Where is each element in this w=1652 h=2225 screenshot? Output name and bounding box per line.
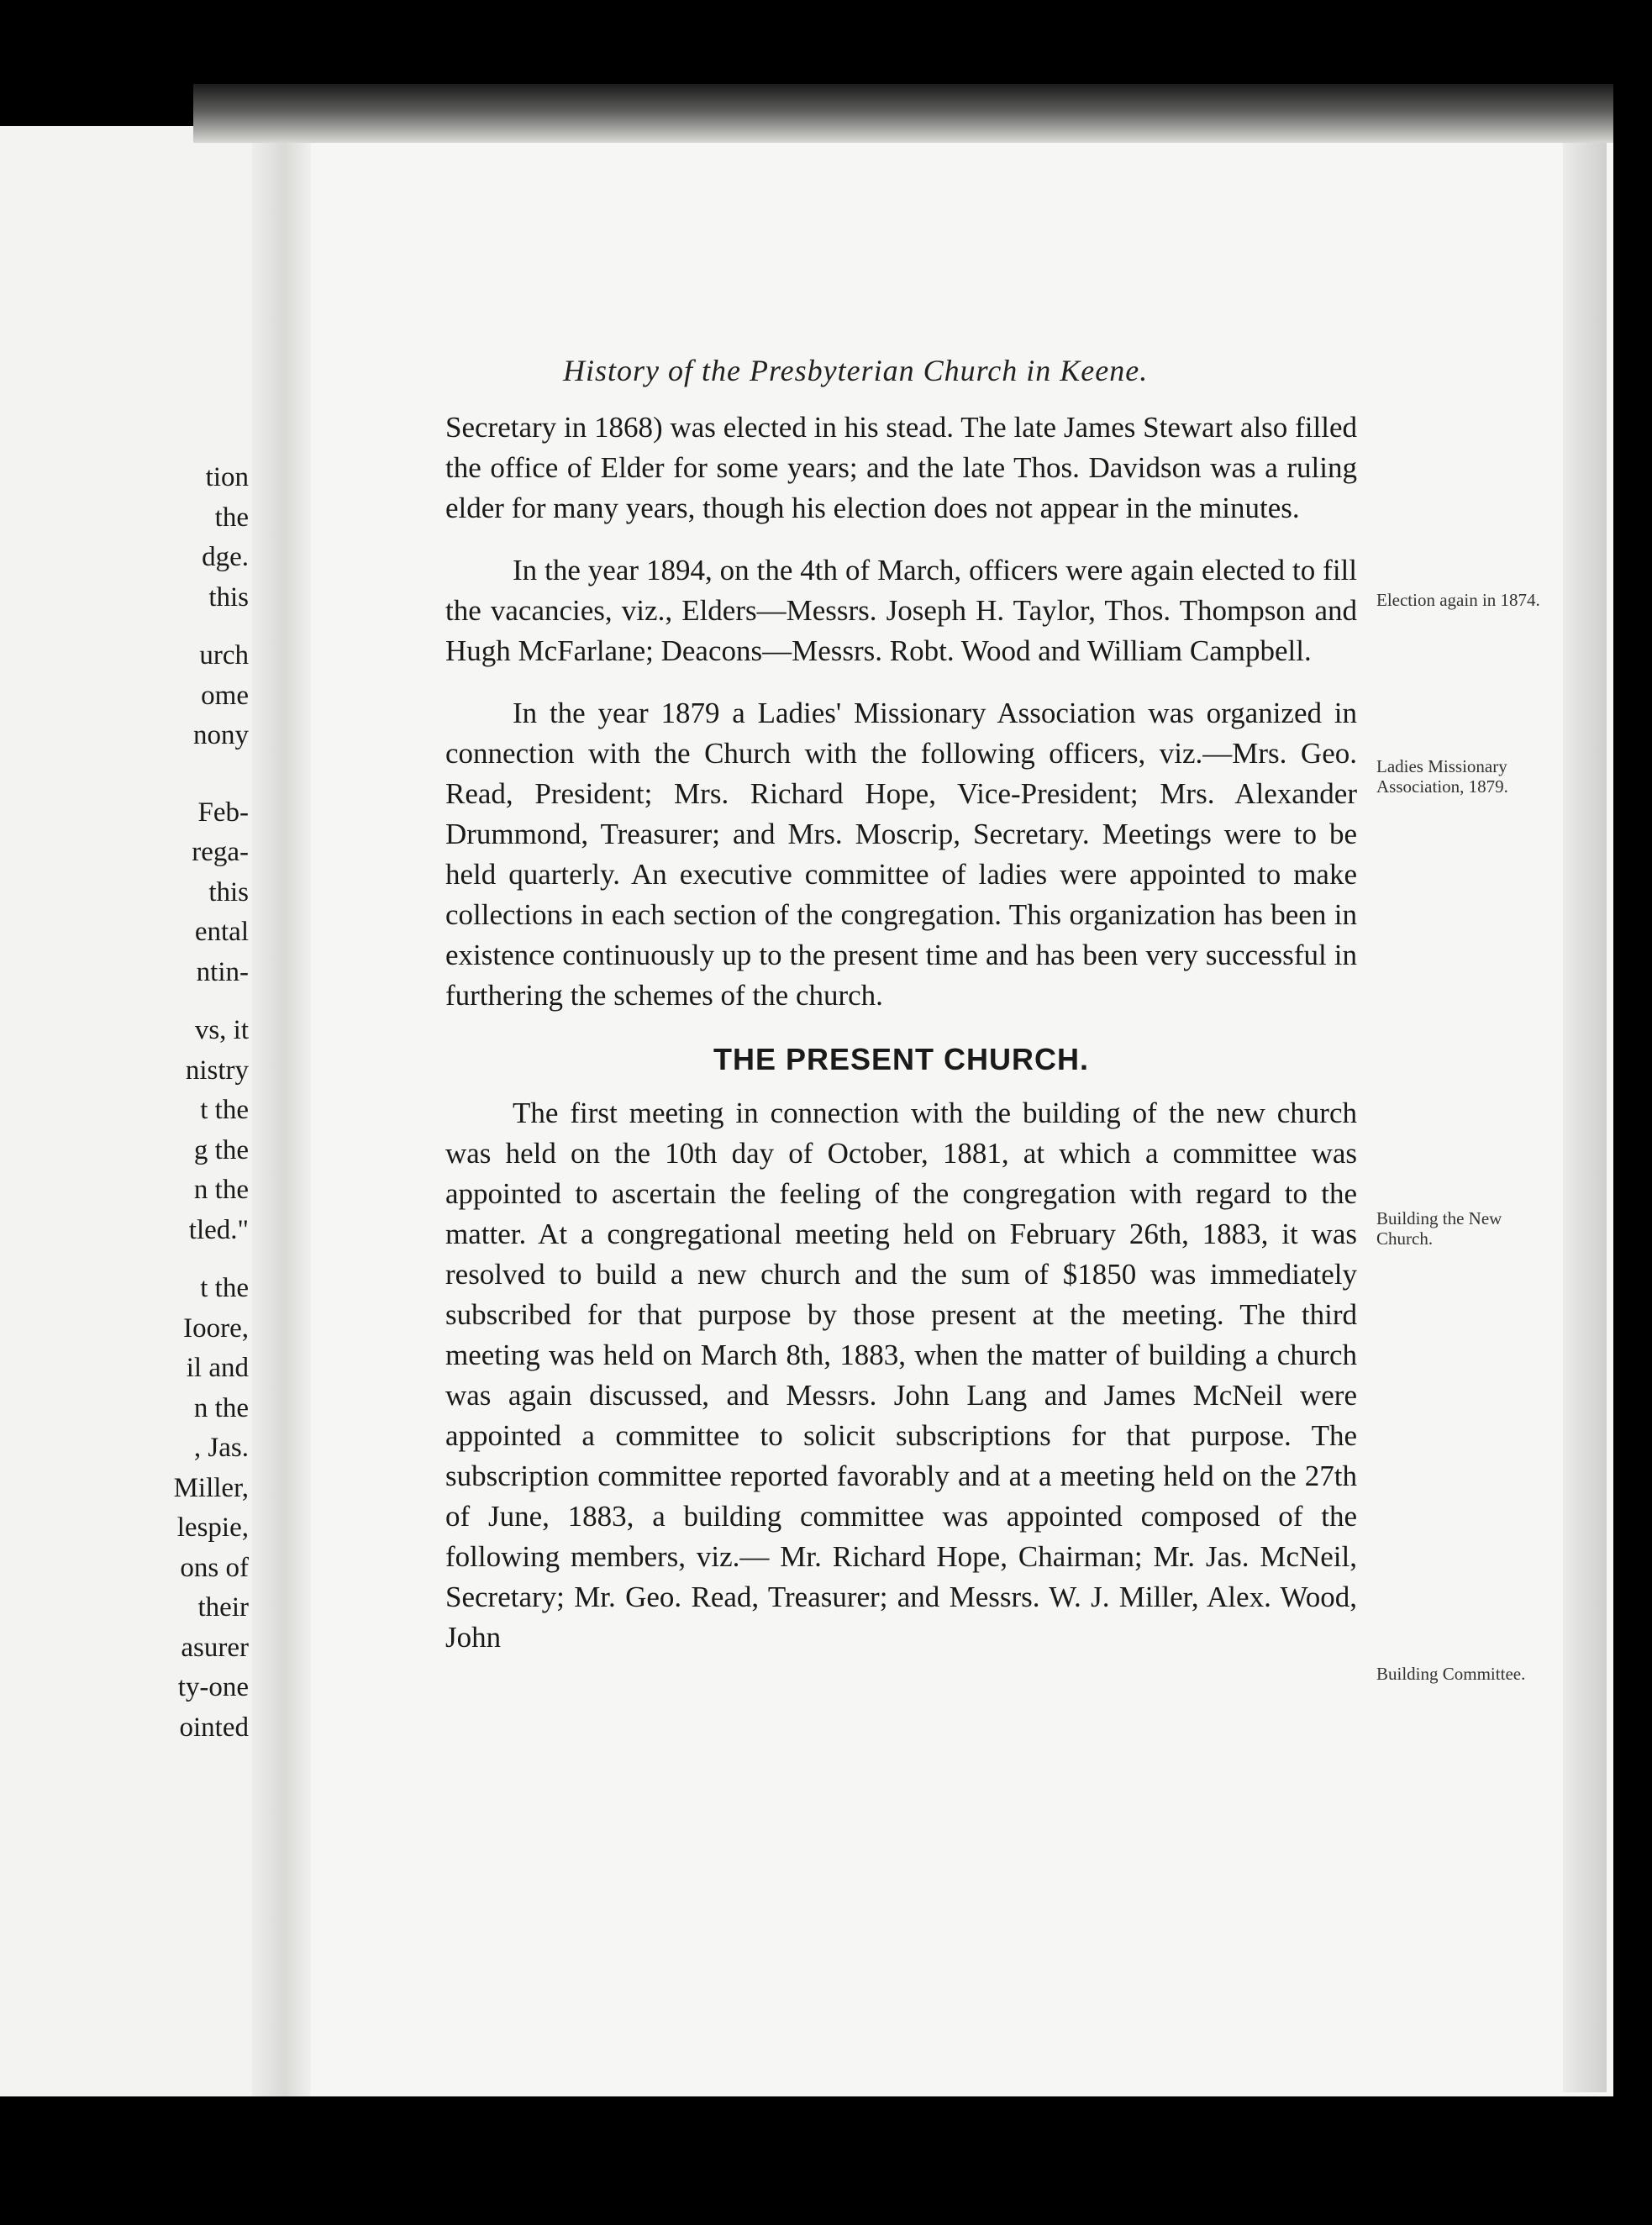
left-page-line: ental: [194, 917, 249, 947]
scan-top-shadow: [193, 84, 1613, 143]
left-page-line: dge.: [202, 542, 249, 572]
left-page-line: ons of: [180, 1552, 249, 1583]
left-page-line: g the: [193, 1134, 249, 1165]
paragraph-present-church: The first meeting in connection with the building of the new church was held on the 10th day of October, 1881, at which a committee was appointed to ascertain the feeling of the congregation with regard to the matter. At a congregational meeting held on February 26th, 1883, it was resolved to build a new church and the sum of $1850 was immediately subscribed for that purpose by those present at the meeting. The third meeting was held on March 8th, 1883, when the matter of building a church was again discussed, and Messrs. John Lang and James McNeil were appointed a committee to solicit subscriptions for that purpose. The subscription committee reported favorably and at a meeting held on the 27th of June, 1883, a building committee was appointed composed of the following members, viz.— Mr. Richard Hope, Chairman; Mr. Jas. McNeil, Secretary; Mr. Geo. Read, Treasurer; and Messrs. W. J. Miller, Alex. Wood, John: [445, 1097, 1357, 1654]
left-page-line: ome: [201, 680, 249, 711]
margin-note-building-new-church: Building the New Church.: [1376, 1208, 1502, 1249]
left-page-line: vs, it: [194, 1015, 249, 1045]
left-page-line: urch: [199, 640, 249, 671]
left-page-line: this: [208, 876, 249, 907]
paragraph-election-1894: In the year 1894, on the 4th of March, officers were again elected to fill the vacancies, viz., Elders—Messrs. Joseph H. Taylor, Thos. Thompson and Hugh McFarlane; Deacons—Messrs. Robt. Wood and William Campbell.: [445, 554, 1357, 667]
paragraph-elders-continued: Secretary in 1868) was elected in his stead. The late James Stewart also filled the office of Elder for some years; and the late Thos. Davidson was a ruling elder for many years, though his election does not appear in the minutes.: [445, 411, 1357, 524]
page-edge: [1563, 84, 1607, 2092]
left-page-line: asurer: [181, 1632, 249, 1663]
margin-note-ladies-association: Ladies Missionary Association, 1879.: [1376, 756, 1508, 797]
left-page-line: their: [197, 1592, 249, 1623]
left-page-line: Feb-: [197, 797, 249, 828]
book-gutter: [252, 126, 311, 2096]
left-page-line: nony: [193, 720, 249, 750]
section-heading: THE PRESENT CHURCH.: [713, 1042, 1090, 1076]
left-page-line: Ioore,: [183, 1312, 249, 1344]
left-page-line: rega-: [192, 837, 249, 867]
left-page-line: t the: [200, 1273, 249, 1303]
left-page-line: t the: [200, 1095, 249, 1125]
left-page-line: lespie,: [176, 1512, 249, 1543]
left-page-line: tion: [205, 462, 249, 492]
left-page-line: ty-one: [177, 1672, 249, 1702]
left-page-line: the: [214, 502, 249, 533]
left-page-line: ntin-: [196, 956, 249, 987]
left-page-line: nistry: [185, 1055, 249, 1086]
left-page-line: il and: [186, 1353, 249, 1383]
left-page: [0, 126, 252, 2096]
margin-note-building-committee: Building Committee.: [1376, 1664, 1526, 1684]
page-body: [445, 408, 1357, 1658]
left-page-line: n the: [193, 1175, 249, 1205]
left-page-line: this: [208, 581, 249, 613]
left-page-line: ointed: [179, 1712, 249, 1743]
left-page-line: , Jas.: [193, 1433, 249, 1463]
running-head-title: History of the Presbyterian Church in Keene.: [563, 354, 1149, 387]
left-page-line: Miller,: [173, 1472, 249, 1503]
margin-note-election: Election again in 1874.: [1376, 590, 1540, 610]
right-page: [311, 101, 1613, 2096]
paragraph-ladies-association: In the year 1879 a Ladies' Missionary Association was organized in connection with the Church with the following officers, viz.—Mrs. Geo. Read, President; Mrs. Richard Hope, Vice-President; Mrs. Alexander Drummond, Treasurer; and Mrs. Moscrip, Secretary. Meetings were to be held quarterly. An executive committee of ladies were appointed to make collections in each section of the congregation. This organization has been in existence continuously up to the present time and has been very successful in furthering the schemes of the church.: [445, 697, 1357, 1012]
left-page-line: tled.": [188, 1214, 249, 1245]
left-page-line: n the: [193, 1392, 249, 1423]
